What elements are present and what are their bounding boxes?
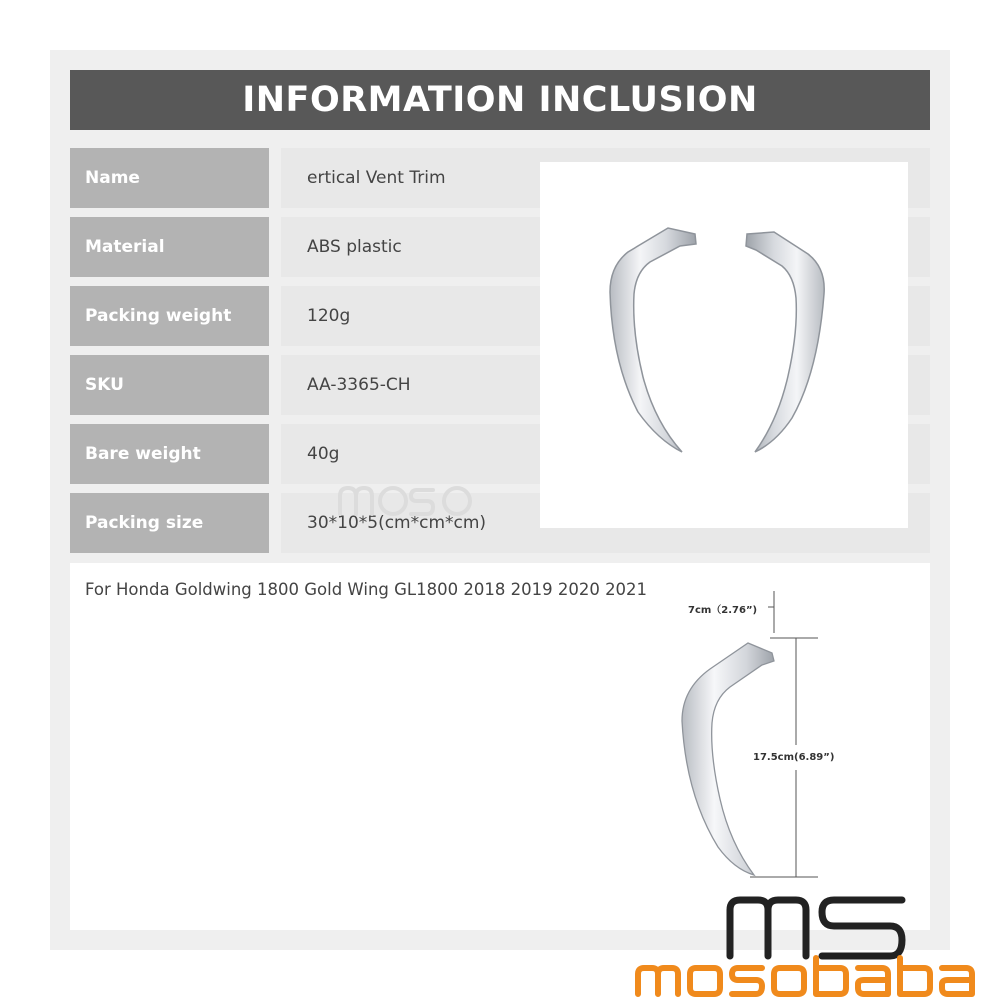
height-dimension-label: 17.5cm(6.89”) [753, 752, 835, 763]
spec-label: Bare weight [70, 424, 269, 484]
spec-label: Material [70, 217, 269, 277]
spec-value: 120g [281, 286, 930, 346]
spec-label: Packing weight [70, 286, 269, 346]
spec-value: ABS plastic [281, 217, 930, 277]
brand-logo-image [630, 890, 1000, 1000]
spec-value: 30*10*5(cm*cm*cm) [281, 493, 930, 553]
spec-value: AA-3365-CH [281, 355, 930, 415]
compatibility-text: For Honda Goldwing 1800 Gold Wing GL1800 2018 2019 2020 2021 [85, 580, 648, 599]
spec-value: ertical Vent Trim [281, 148, 930, 208]
section-title-text: INFORMATION INCLUSION [242, 80, 758, 120]
vent-trim-pair-image [540, 162, 908, 528]
dimension-diagram [650, 585, 850, 885]
width-dimension-label: 7cm（2.76”) [688, 605, 758, 616]
spec-value: 40g [281, 424, 930, 484]
spec-label: Name [70, 148, 269, 208]
single-trim-image [650, 585, 850, 885]
product-photo [540, 162, 908, 528]
section-title [70, 70, 930, 130]
spec-label: Packing size [70, 493, 269, 553]
spec-label: SKU [70, 355, 269, 415]
brand-logo [630, 890, 1000, 1000]
